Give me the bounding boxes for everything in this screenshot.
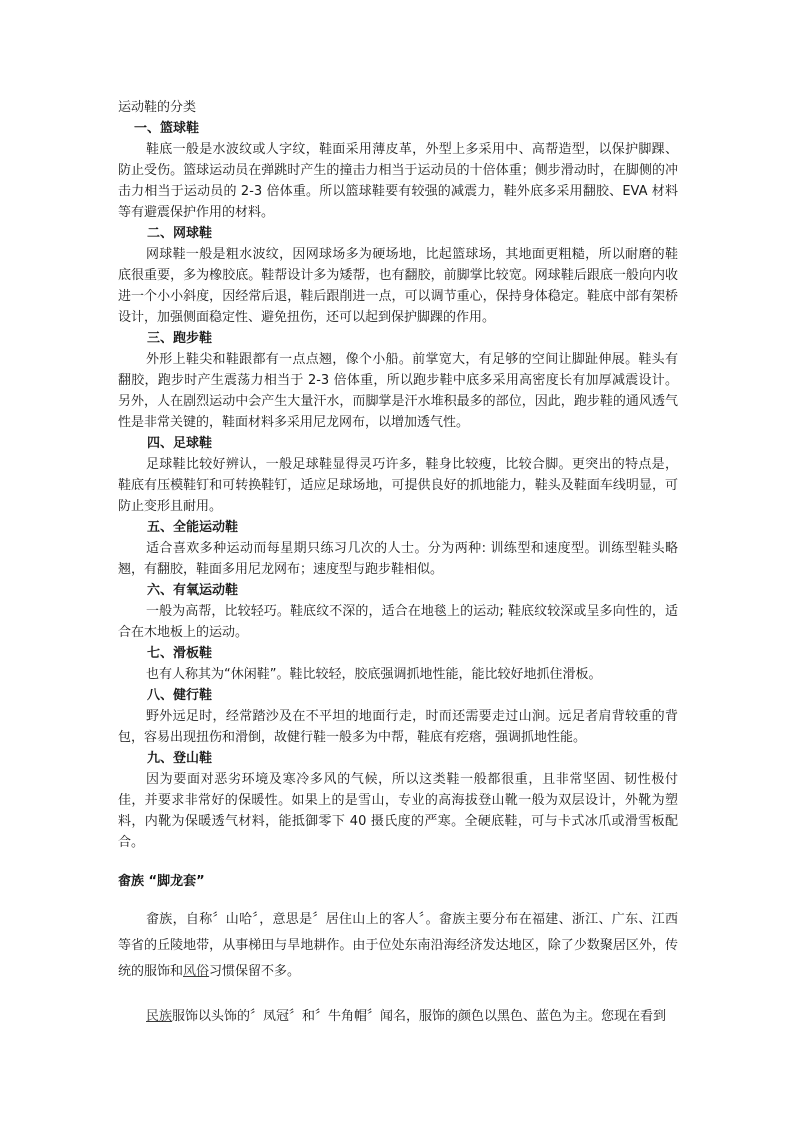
document-body <box>118 97 678 853</box>
section-heading-allround: 五、全能运动鞋 <box>147 520 239 535</box>
section-body-aerobic: 一般为高帮，比较轻巧。鞋底纹不深的，适合在地毯上的运动; 鞋底纹较深或呈多向性的，适合在木地板上的运动。 <box>118 604 678 640</box>
section-body-allround: 适合喜欢多种运动而每星期只练习几次的人士。分为两种: 训练型和速度型。训练型鞋头略翘，有翻胶，鞋面多用尼龙网布；速度型与跑步鞋相似。 <box>118 541 678 577</box>
ethnic-link[interactable]: 民族 <box>146 1009 173 1024</box>
section-body-running: 外形上鞋尖和鞋跟都有一点点翘，像个小船。前掌宽大，有足够的空间让脚趾伸展。鞋头有翻胶，跑步时产生震荡力相当于 2-3 倍体重，所以跑步鞋中底多采用高密度长有加厚减震设计。另外，人在剧烈运动中会产生大量汗水，而脚掌是汗水堆积最多的部位，因此，跑步鞋的通风透气性是非常关键的，鞋面材料多采用尼龙网布，以增加透气性。 <box>118 352 678 430</box>
section2-p2-text-after: 服饰以头饰的〞凤冠〞和〞牛角帽〞闻名，服饰的颜色以黑色、蓝色为主。您现在看到 <box>172 1009 667 1024</box>
section2-paragraph-2 <box>118 1004 678 1030</box>
section2-p1-text-after: 习惯保留不多。 <box>209 964 301 979</box>
section-heading-aerobic: 六、有氧运动鞋 <box>147 583 239 598</box>
doc-title: 运动鞋的分类 <box>118 100 197 115</box>
section-heading-tennis: 二、网球鞋 <box>147 226 213 241</box>
section-body-skate: 也有人称其为“休闲鞋”。鞋比较轻，胶底强调抓地性能，能比较好地抓住滑板。 <box>146 667 602 682</box>
customs-link[interactable]: 风俗 <box>183 964 210 979</box>
section-body-hiking: 野外远足时，经常踏沙及在不平坦的地面行走，时而还需要走过山涧。远足者肩背较重的背包，容易出现扭伤和滑倒，故健行鞋一般多为中帮，鞋底有疙瘩，强调抓地性能。 <box>118 709 678 745</box>
section-heading-running: 三、跑步鞋 <box>147 331 213 346</box>
section2-paragraph-1 <box>118 907 678 985</box>
section-heading-skate: 七、滑板鞋 <box>147 646 213 661</box>
section-body-football: 足球鞋比较好辨认，一般足球鞋显得灵巧许多，鞋身比较瘦，比较合脚。更突出的特点是，鞋底有压模鞋钉和可转换鞋钉，适应足球场地，可提供良好的抓地能力，鞋头及鞋面车线明显，可防止变形且耐用。 <box>118 457 678 514</box>
section-heading-football: 四、足球鞋 <box>147 436 213 451</box>
section-body-tennis: 网球鞋一般是粗水波纹，因网球场多为硬场地，比起篮球场，其地面更粗糙，所以耐磨的鞋底很重要，多为橡胶底。鞋帮设计多为矮帮，也有翻胶，前脚掌比较宽。网球鞋后跟底一般向内收进一个小小斜度，因经常后退，鞋后跟削进一点，可以调节重心，保持身体稳定。鞋底中部有架桥设计，加强侧面稳定性、避免扭伤，还可以起到保护脚踝的作用。 <box>118 247 678 325</box>
section2-p1-text-before: 畲族，自称〞山哈〞，意思是〞居住山上的客人〞。畲族主要分布在福建、浙江、广东、江西等省的丘陵地带，从事梯田与旱地耕作。由于位处东南沿海经济发达地区，除了少数聚居区外，传统的服饰和 <box>118 912 678 979</box>
section2-title: 畲族 “脚龙套” <box>118 874 205 889</box>
section-body-climbing: 因为要面对恶劣环境及寒冷多风的气候，所以这类鞋一般都很重，且非常坚固、韧性极付佳，并要求非常好的保暖性。如果上的是雪山，专业的高海拔登山靴一般为双层设计，外靴为塑料，内靴为保暖透气材料，能抵御零下 40 摄氏度的严寒。全硬底鞋，可与卡式冰爪或滑雪板配合。 <box>118 772 678 850</box>
section-heading-hiking: 八、健行鞋 <box>147 688 213 703</box>
section-heading-climbing: 九、登山鞋 <box>147 751 213 766</box>
section-heading-basketball: 一、篮球鞋 <box>134 121 200 136</box>
section-body-basketball: 鞋底一般是水波纹或人字纹，鞋面采用薄皮革，外型上多采用中、高帮造型，以保护脚踝、防止受伤。篮球运动员在弹跳时产生的撞击力相当于运动员的十倍体重；侧步滑动时，在脚侧的冲击力相当于运动员的 2-3 倍体重。所以篮球鞋要有较强的减震力，鞋外底多采用翻胶、EVA 材料等有避震保护作用的材料。 <box>118 142 678 220</box>
